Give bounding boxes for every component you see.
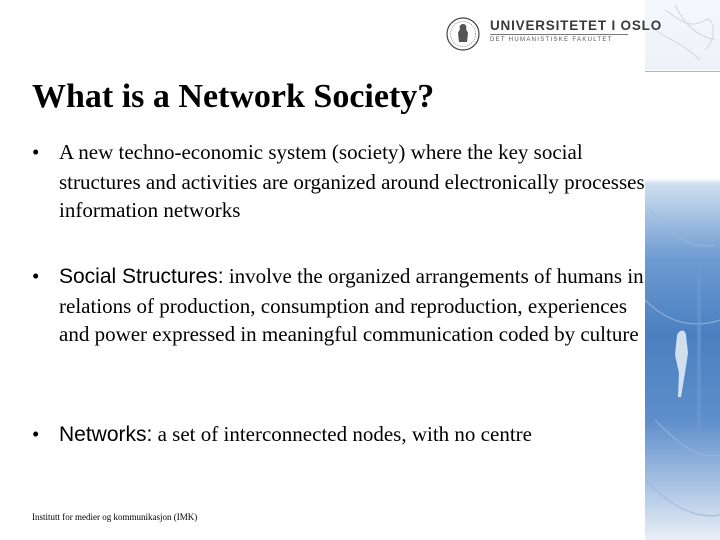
bullet-item <box>32 420 662 450</box>
bullet-body: involve the organized arrangements of humans in relations of production, consumption and reproduction, experiences and power expressed in meaningful communication coded by culture <box>59 264 644 346</box>
bullet-term: Social Structures: <box>59 265 224 288</box>
header-divider <box>645 71 720 72</box>
bullet-body: A new techno-economic system (society) where the key social structures and activities are organized around electronically processes information networks <box>59 140 645 222</box>
faculty-name: DET HUMANISTISKE FAKULTET <box>490 37 613 43</box>
bullet-marker: • <box>32 264 40 288</box>
bullet-term: Networks: <box>59 423 153 446</box>
footer-institute: Institutt for medier og kommunikasjon (IMK) <box>32 512 198 522</box>
university-seal-logo <box>446 16 480 52</box>
bullet-body: a set of interconnected nodes, with no centre <box>152 422 532 446</box>
logo-divider <box>490 34 628 35</box>
bullet-marker: • <box>32 140 40 164</box>
bullet-item <box>32 138 662 225</box>
bullet-marker: • <box>32 422 40 446</box>
slide-title: What is a Network Society? <box>32 78 435 115</box>
university-name: UNIVERSITETET I OSLO <box>490 18 663 33</box>
bullet-item <box>32 262 662 349</box>
bullet-text <box>59 262 662 349</box>
bullet-text <box>59 138 662 225</box>
bullet-text <box>59 420 662 450</box>
